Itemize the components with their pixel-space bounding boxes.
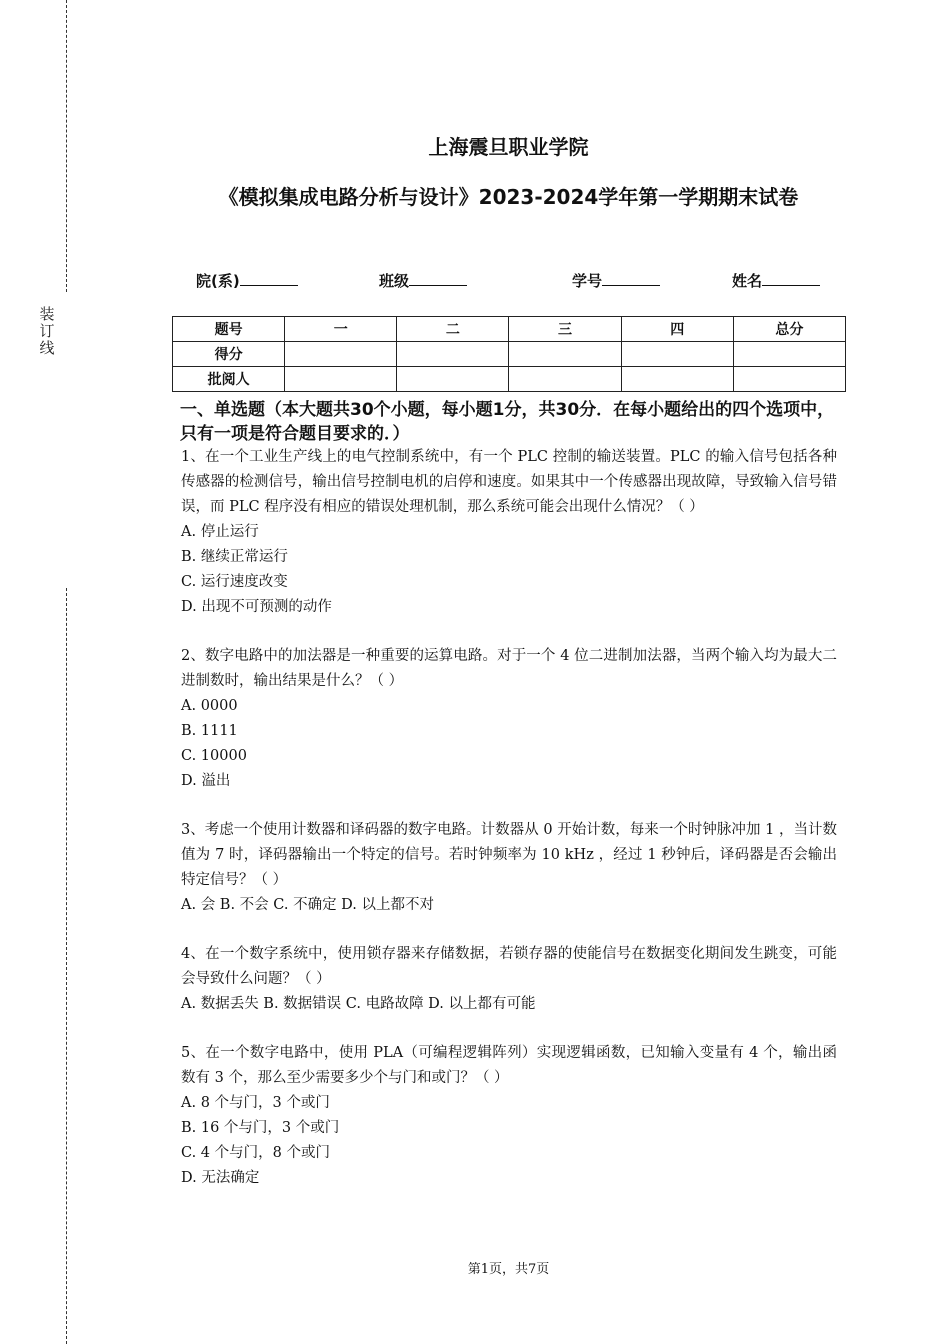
score-row-label: 得分 bbox=[173, 342, 285, 367]
question-option: C. 运行速度改变 bbox=[181, 574, 288, 590]
score-table-row-grader bbox=[173, 367, 846, 392]
question-option: D. 无法确定 bbox=[181, 1170, 260, 1186]
name-field[interactable] bbox=[732, 270, 820, 291]
question-3 bbox=[181, 818, 837, 918]
question-stem: 1、在一个工业生产线上的电气控制系统中，有一个 PLC 控制的输送装置。PLC 的输入信号包括各种传感器的检测信号，输出信号控制电机的启停和速度。如果其中一个传感器出现故障，导致输入信号错误，而 PLC 程序没有相应的错误处理机制，那么系统可能会出现什么情况？（ ） bbox=[181, 449, 837, 515]
department-field[interactable] bbox=[196, 270, 298, 291]
department-label: 院(系) bbox=[196, 272, 240, 290]
score-col-4: 四 bbox=[621, 317, 733, 342]
class-blank[interactable] bbox=[409, 271, 467, 286]
question-stem: 5、在一个数字电路中，使用 PLA（可编程逻辑阵列）实现逻辑函数，已知输入变量有 4 个，输出函数有 3 个，那么至少需要多少个与门和或门？（ ） bbox=[181, 1045, 837, 1086]
question-option: D. 溢出 bbox=[181, 773, 231, 789]
page-footer: 第1页，共7页 bbox=[467, 1262, 550, 1277]
score-col-total: 总分 bbox=[733, 317, 845, 342]
question-4 bbox=[181, 942, 837, 1017]
question-stem: 3、考虑一个使用计数器和译码器的数字电路。计数器从 0 开始计数，每来一个时钟脉冲加 1 ，当计数值为 7 时，译码器输出一个特定的信号。若时钟频率为 10 kHz ，经过 1 秒钟后，译码器是否会输出特定信号？（ ） bbox=[181, 822, 837, 888]
class-label: 班级 bbox=[379, 272, 410, 290]
question-1 bbox=[181, 445, 837, 620]
question-option: C. 4 个与门，8 个或门 bbox=[181, 1145, 330, 1161]
student-id-blank[interactable] bbox=[602, 271, 660, 286]
grader-cell[interactable] bbox=[621, 367, 733, 392]
student-id-field[interactable] bbox=[572, 270, 660, 291]
student-id-label: 学号 bbox=[572, 272, 603, 290]
question-option: C. 10000 bbox=[181, 748, 247, 764]
grader-cell[interactable] bbox=[285, 367, 397, 392]
question-option: D. 出现不可预测的动作 bbox=[181, 599, 332, 615]
question-option: A. 0000 bbox=[181, 698, 238, 714]
department-blank[interactable] bbox=[240, 271, 298, 286]
question-option: A. 会 B. 不会 C. 不确定 D. 以上都不对 bbox=[181, 897, 435, 913]
exam-title: 《模拟集成电路分析与设计》2023-2024学年第一学期期末试卷 bbox=[218, 185, 799, 209]
score-table-row-score bbox=[173, 342, 846, 367]
grader-cell[interactable] bbox=[733, 367, 845, 392]
score-cell[interactable] bbox=[397, 342, 509, 367]
score-table-header-row bbox=[173, 317, 846, 342]
student-info-row bbox=[196, 270, 836, 292]
name-blank[interactable] bbox=[762, 271, 820, 286]
question-option: B. 继续正常运行 bbox=[181, 549, 288, 565]
score-col-1: 一 bbox=[285, 317, 397, 342]
grader-cell[interactable] bbox=[397, 367, 509, 392]
score-col-2: 二 bbox=[397, 317, 509, 342]
grader-row-label: 批阅人 bbox=[173, 367, 285, 392]
question-option: B. 1111 bbox=[181, 723, 238, 739]
score-col-3: 三 bbox=[509, 317, 621, 342]
binding-label: 装 订 线 bbox=[39, 305, 55, 357]
questions-list bbox=[181, 445, 837, 1215]
question-option: A. 数据丢失 B. 数据错误 C. 电路故障 D. 以上都有可能 bbox=[181, 996, 536, 1012]
score-cell[interactable] bbox=[621, 342, 733, 367]
score-table bbox=[172, 316, 846, 392]
section-heading: 一、单选题（本大题共30个小题，每小题1分，共30分．在每小题给出的四个选项中，只有一项是符合题目要求的．） bbox=[180, 400, 835, 444]
question-option: A. 8 个与门，3 个或门 bbox=[181, 1095, 330, 1111]
question-2 bbox=[181, 644, 837, 794]
question-stem: 2、数字电路中的加法器是一种重要的运算电路。对于一个 4 位二进制加法器，当两个输入均为最大二进制数时，输出结果是什么？（ ） bbox=[181, 648, 837, 689]
binding-dashed-line-bottom bbox=[66, 588, 67, 1344]
score-cell[interactable] bbox=[733, 342, 845, 367]
score-cell[interactable] bbox=[509, 342, 621, 367]
name-label: 姓名 bbox=[732, 272, 763, 290]
score-table-header-label: 题号 bbox=[173, 317, 285, 342]
score-cell[interactable] bbox=[285, 342, 397, 367]
school-title: 上海震旦职业学院 bbox=[428, 135, 589, 159]
question-stem: 4、在一个数字系统中，使用锁存器来存储数据，若锁存器的使能信号在数据变化期间发生跳变，可能会导致什么问题？（ ） bbox=[181, 946, 837, 987]
question-option: B. 16 个与门，3 个或门 bbox=[181, 1120, 340, 1136]
grader-cell[interactable] bbox=[509, 367, 621, 392]
class-field[interactable] bbox=[379, 270, 467, 291]
question-option: A. 停止运行 bbox=[181, 524, 259, 540]
question-5 bbox=[181, 1041, 837, 1191]
